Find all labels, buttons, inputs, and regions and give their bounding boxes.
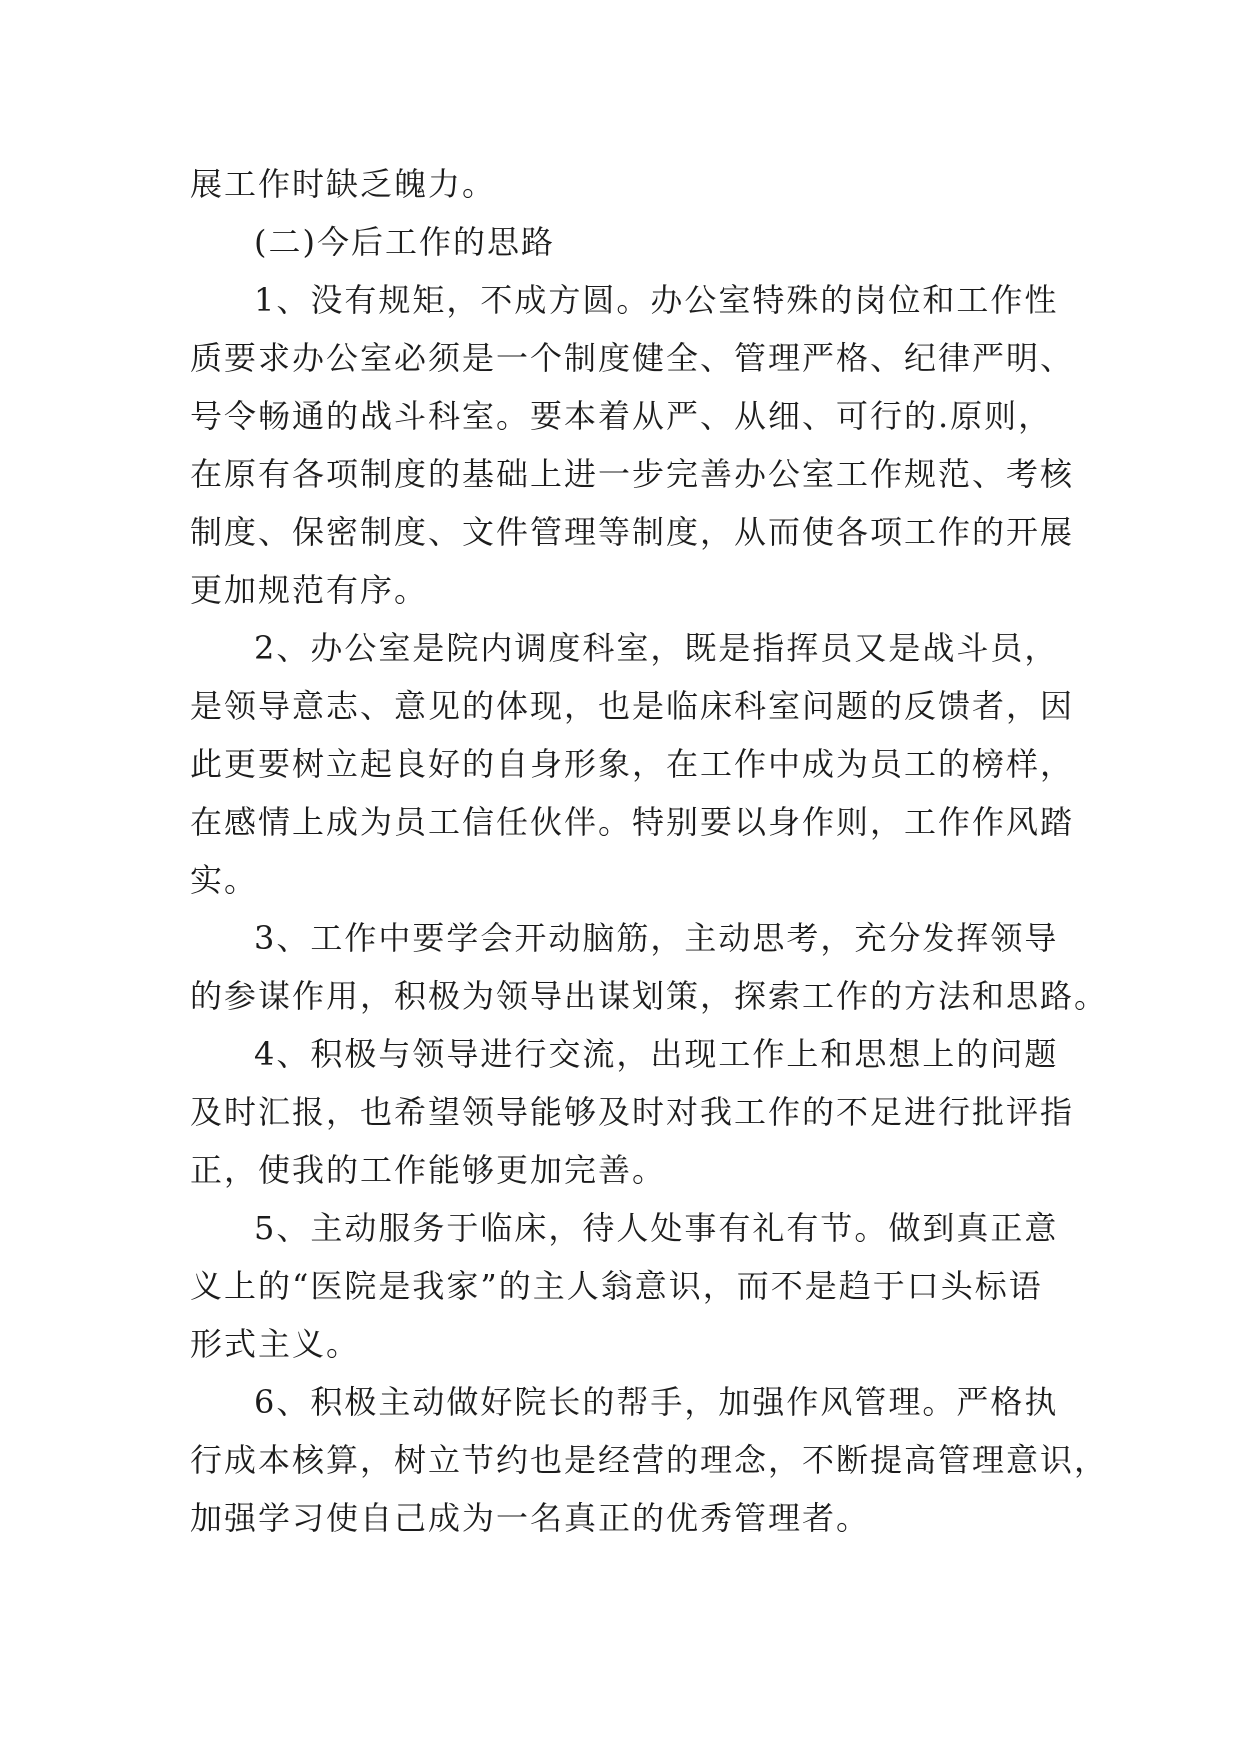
text-line: 此更要树立起良好的自身形象，在工作中成为员工的榜样， (190, 745, 1075, 783)
document-body (190, 155, 1109, 1547)
text-line: 3、工作中要学会开动脑筋，主动思考，充分发挥领导 (254, 919, 1059, 957)
text-line: 6、积极主动做好院长的帮手，加强作风管理。严格执 (254, 1383, 1059, 1421)
text-line: 行成本核算，树立节约也是经营的理念，不断提高管理意识， (190, 1441, 1109, 1479)
text-line: 正，使我的工作能够更加完善。 (190, 1151, 667, 1189)
paragraph-item-2 (190, 619, 1075, 909)
paragraph-item-1 (190, 271, 1075, 619)
paragraph-item-3 (190, 909, 1109, 1025)
text-line: 的参谋作用，积极为领导出谋划策，探索工作的方法和思路。 (190, 977, 1109, 1015)
text-line: 4、积极与领导进行交流，出现工作上和思想上的问题 (254, 1035, 1059, 1073)
text-line: 及时汇报，也希望领导能够及时对我工作的不足进行批评指 (190, 1093, 1075, 1131)
text-line: 更加规范有序。 (190, 571, 429, 609)
paragraph-continuation (190, 155, 1070, 213)
text-line: 号令畅通的战斗科室。要本着从严、从细、可行的.原则， (190, 397, 1053, 435)
text-line: 加强学习使自己成为一名真正的优秀管理者。 (190, 1499, 871, 1537)
text-line: 2、办公室是院内调度科室，既是指挥员又是战斗员， (254, 629, 1059, 667)
text-line: 实。 (190, 861, 259, 899)
text-line: 质要求办公室必须是一个制度健全、管理严格、纪律严明、 (190, 339, 1075, 377)
text-line: 1、没有规矩，不成方圆。办公室特殊的岗位和工作性 (254, 281, 1059, 319)
paragraph-item-4 (190, 1025, 1075, 1199)
text-line: 5、主动服务于临床，待人处事有礼有节。做到真正意 (254, 1209, 1059, 1247)
section-heading (190, 213, 1070, 271)
paragraph-item-6 (190, 1373, 1109, 1547)
text-line: 形式主义。 (190, 1325, 361, 1363)
paragraph-item-5 (190, 1199, 1070, 1373)
text-line: 在感情上成为员工信任伙伴。特别要以身作则，工作作风踏 (190, 803, 1075, 841)
text-line: 展工作时缺乏魄力。 (190, 165, 497, 203)
text-line: 在原有各项制度的基础上进一步完善办公室工作规范、考核 (190, 455, 1075, 493)
text-line: 义上的“医院是我家”的主人翁意识，而不是趋于口头标语 (190, 1267, 1043, 1305)
text-line: 制度、保密制度、文件管理等制度，从而使各项工作的开展 (190, 513, 1075, 551)
text-line: (二)今后工作的思路 (254, 223, 555, 261)
text-line: 是领导意志、意见的体现，也是临床科室问题的反馈者，因 (190, 687, 1075, 725)
